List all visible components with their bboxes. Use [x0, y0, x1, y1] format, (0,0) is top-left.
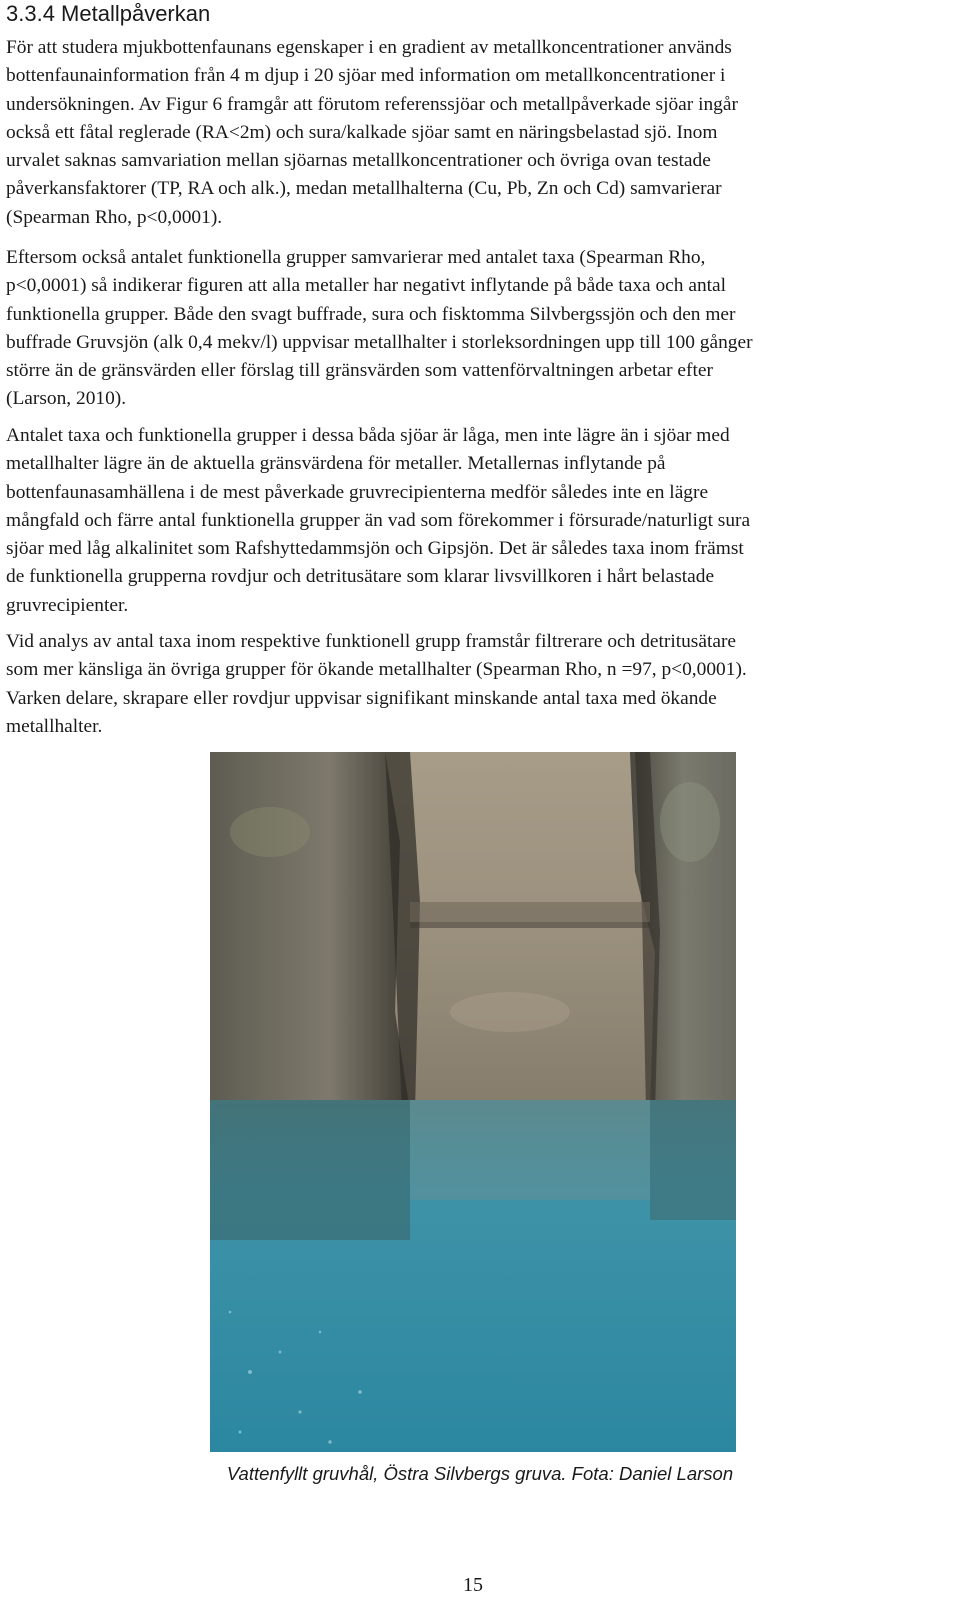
page-number: 15: [463, 1574, 483, 1596]
paragraph-3: Antalet taxa och funktionella grupper i dessa båda sjöar är låga, men inte lägre än i sjöar med metallhalter lägre än de aktuella gränsvärdena för metaller. Metallernas inflytande på bottenfaunasamhällena i de mest påverkade gruvrecipienterna medför således inte en lägre mångfald och färre antal funktionella grupper än vad som förekommer i försurade/naturligt sura sjöar med låg alkalinitet som Rafshyttedammsjön och Gipsjön. Det är således taxa inom främst de funktionella grupperna rovdjur och detritusätare som klarar livsvillkoren i hårt belastade gruvrecipienter.: [6, 425, 751, 616]
quarry-photo: [210, 752, 736, 1452]
paragraph-4: Vid analys av antal taxa inom respektive funktionell grupp framstår filtrerare och detritusätare som mer känsliga än övriga grupper för ökande metallhalter (Spearman Rho, n =97, p<0,0001). Varken delare, skrapare eller rovdjur uppvisar signifikant minskande antal taxa med ökande metallhalter.: [6, 631, 747, 737]
figure-caption: Vattenfyllt gruvhål, Östra Silvbergs gruva. Fota: Daniel Larson: [226, 1463, 734, 1484]
paragraph-1: För att studera mjukbottenfaunans egenskaper i en gradient av metallkoncentrationer används bottenfaunainformation från 4 m djup i 20 sjöar med information om metallkoncentrationer i undersökningen. Av Figur 6 framgår att förutom referenssjöar och metallpåverkade sjöar ingår också ett fåtal reglerade (RA<2m) och sura/kalkade sjöar samt en näringsbelastad sjö. Inom urvalet saknas samvariation mellan sjöarnas metallkoncentrationer och övriga ovan testade påverkansfaktorer (TP, RA och alk.), medan metallhalterna (Cu, Pb, Zn och Cd) samvarierar (Spearman Rho, p<0,0001).: [6, 37, 738, 228]
section-heading: 3.3.4 Metallpåverkan: [6, 1, 211, 26]
paragraph-2: Eftersom också antalet funktionella grupper samvarierar med antalet taxa (Spearman Rho, p<0,0001) så indikerar figuren att alla metaller har negativt inflytande på både taxa och antal funktionella grupper. Både den svagt buffrade, sura och fisktomma Silvbergssjön och den mer buffrade Gruvsjön (alk 0,4 mekv/l) uppvisar metallhalter i storleksordningen upp till 100 gånger större än de gränsvärden eller förslag till gränsvärden som vattenförvaltningen arbetar efter (Larson, 2010).: [6, 247, 753, 410]
